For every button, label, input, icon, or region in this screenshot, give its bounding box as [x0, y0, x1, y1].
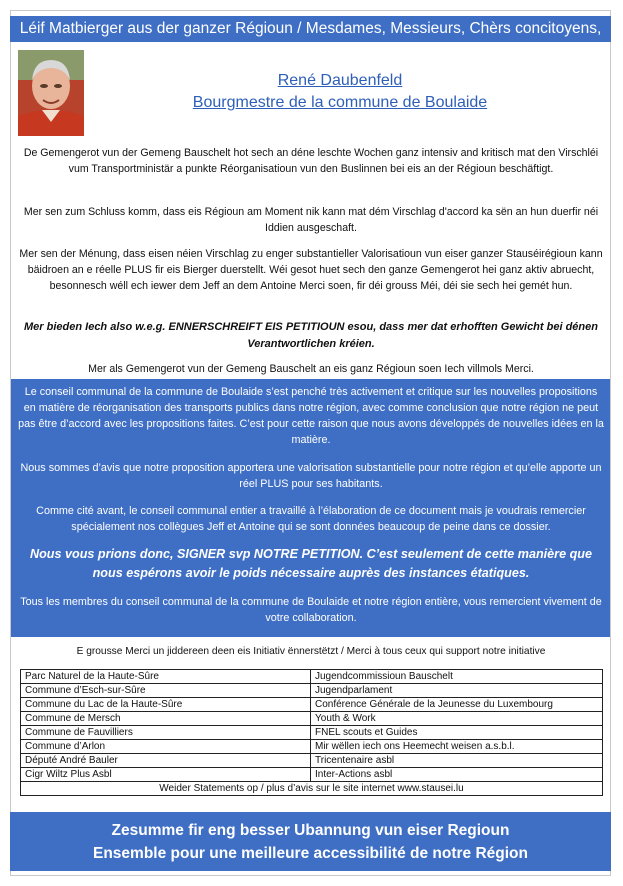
partner-cell: FNEL scouts et Guides [311, 726, 603, 740]
table-footer-row [21, 782, 603, 796]
mayor-portrait-image [18, 50, 84, 136]
partner-cell: Député André Bauler [21, 754, 311, 768]
table-row [21, 754, 603, 768]
partners-footer: Weider Statements op / plus d’avis sur le site internet www.stausei.lu [21, 782, 603, 796]
partner-cell: Commune de Fauvilliers [21, 726, 311, 740]
partner-cell: Jugendcommissioun Bauschelt [311, 670, 603, 684]
partners-table [20, 669, 603, 796]
partner-cell: Parc Naturel de la Haute-Sûre [21, 670, 311, 684]
lux-paragraph-2: Mer sen zum Schluss komm, dass eis Régioun am Moment nik kann mat dém Virschlag d'accord ka sën an hun duerfir néi Iddien ausgeschaft. [23, 206, 599, 234]
partner-cell: Cigr Wiltz Plus Asbl [21, 768, 311, 782]
mayor-title: Bourgmestre de la commune de Boulaide [192, 94, 488, 111]
partner-cell: Youth & Work [311, 712, 603, 726]
partner-cell: Mir wëllen iech ons Heemecht weisen a.s.b.l. [311, 740, 603, 754]
partner-cell: Inter-Actions asbl [311, 768, 603, 782]
fr-paragraph-2: Nous sommes d’avis que notre proposition apportera une valorisation substantielle pour notre région et qu’elle apporte un réel PLUS pour ses habitants. [20, 462, 602, 490]
partner-cell: Conférence Générale de la Jeunesse du Luxembourg [311, 698, 603, 712]
thanks-line: E grousse Merci un jiddereen deen eis Initiativ ënnerstëtzt / Merci à tous ceux qui support notre initiative [76, 646, 546, 657]
mayor-name: René Daubenfeld [277, 72, 403, 89]
lux-paragraph-1: De Gemengerot vun der Gemeng Bauschelt hot sech an déne leschte Wochen ganz intensiv and kritisch mat den Virschléi vum Transportministär a punkte Réorganisatioun vun den Buslinnen bei eis an der Régioun beschäftigt. [23, 147, 599, 175]
partner-cell: Commune du Lac de la Haute-Sûre [21, 698, 311, 712]
footer-banner [10, 812, 611, 871]
lux-paragraph-3: Mer sen der Ménung, dass eisen néien Virschlag zu enger substantieller Valorisatioun vun eiser ganzer Stauséirégioun kann bäidroen an e réelle PLUS fir eis Bierger duerstellt. Wéi gesot huet sech den ganze Gemengerot hei ganz aktiv abruecht, besonnesch wéll ech iewer dem Jeff an dem Antoine Merci soen, fir déi grouss Méi, déi sie sech hei gemét hun. [19, 248, 603, 292]
table-row [21, 698, 603, 712]
fr-paragraph-3: Comme cité avant, le conseil communal entier a travaillé à l’élaboration de ce document mais je voudrais remercier spécialement nos collègues Jeff et Antoine qui se sont données beaucoup de peine dans ce dossier. [36, 505, 586, 533]
mayor-photo [18, 50, 84, 136]
partner-cell: Commune de Mersch [21, 712, 311, 726]
table-row [21, 684, 603, 698]
table-row [21, 740, 603, 754]
lux-paragraph-5: Mer als Gemengerot vun der Gemeng Bauschelt an eis ganz Régioun soen Iech villmols Merci. [88, 363, 534, 375]
table-row [21, 768, 603, 782]
table-row [21, 726, 603, 740]
greeting-banner: Léif Matbierger aus der ganzer Régioun / Mesdames, Messieurs, Chèrs concitoyens, [10, 16, 611, 42]
partner-cell: Commune d’Esch-sur-Sûre [21, 684, 311, 698]
footer-line-fr: Ensemble pour une meilleure accessibilité de notre Région [93, 845, 528, 862]
partner-cell: Jugendparlament [311, 684, 603, 698]
footer-line-lux: Zesumme fir eng besser Ubannung vun eiser Regioun [111, 822, 510, 839]
lux-petition-appeal: Mer bieden Iech also w.e.g. ENNERSCHREIFT EIS PETITIOUN esou, dass mer dat erhofften Gewicht bei dénen Verantwortlichen kréien. [24, 321, 598, 350]
table-row [21, 712, 603, 726]
partner-cell: Commune d’Arlon [21, 740, 311, 754]
partner-cell: Tricentenaire asbl [311, 754, 603, 768]
fr-petition-appeal: Nous vous prions donc, SIGNER svp NOTRE PETITION. C’est seulement de cette manière que nous espérons avoir le poids nécessaire auprès des instances étatiques. [30, 547, 592, 580]
fr-paragraph-1: Le conseil communal de la commune de Boulaide s’est penché très activement et critique sur les nouvelles propositions en matière de réorganisation des transports publics dans notre région, avec comme conclusion que notre région ne peut pas être d’accord avec les propositions faites. C’est pour cette raison que nous avons développés de nouvelles idées en la matière. [18, 386, 604, 446]
table-row [21, 670, 603, 684]
fr-paragraph-5: Tous les membres du conseil communal de la commune de Boulaide et notre région entière, vous remercient vivement de votre collaboration. [20, 596, 602, 624]
